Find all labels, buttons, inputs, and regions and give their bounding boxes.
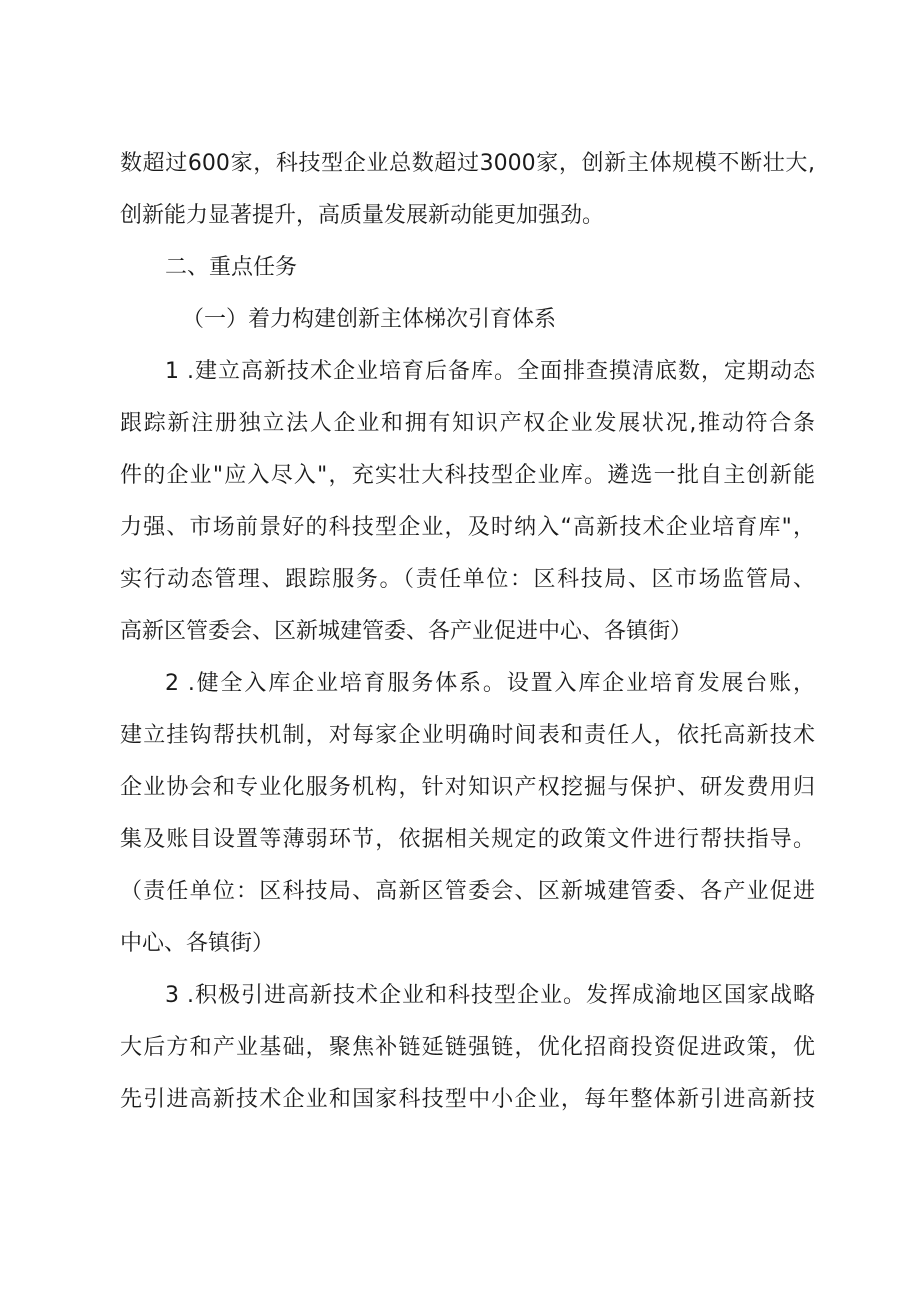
paragraph-line: 实行动态管理、跟踪服务。（责任单位：区科技局、区市场监管局、 bbox=[120, 567, 815, 592]
paragraph-line: 高新区管委会、区新城建管委、各产业促进中心、各镇街） bbox=[120, 619, 693, 644]
paragraph-line: 先引进高新技术企业和国家科技型中小企业，每年整体新引进高新技 bbox=[120, 1087, 815, 1112]
paragraph-line: 集及账目设置等薄弱环节，依据相关规定的政策文件进行帮扶指导。 bbox=[120, 827, 815, 852]
section-heading: 二、重点任务 bbox=[165, 255, 298, 280]
paragraph-line: 件的企业"应入尽入"，充实壮大科技型企业库。遴选一批自主创新能 bbox=[120, 463, 815, 488]
item-heading-line: 2 .健全入库企业培育服务体系。设置入库企业培育发展台账， bbox=[165, 671, 815, 696]
paragraph-line: 创新能力显著提升，高质量发展新动能更加强劲。 bbox=[120, 203, 605, 228]
paragraph-line: （责任单位：区科技局、高新区管委会、区新城建管委、各产业促进 bbox=[120, 879, 815, 904]
item-heading-line: 1 .建立高新技术企业培育后备库。全面排查摸清底数，定期动态 bbox=[165, 359, 815, 384]
paragraph-line: 建立挂钩帮扶机制，对每家企业明确时间表和责任人，依托高新技术 bbox=[120, 723, 815, 748]
subsection-heading: （一）着力构建创新主体梯次引育体系 bbox=[182, 307, 557, 332]
paragraph-line: 中心、各镇街） bbox=[120, 931, 275, 956]
paragraph-line: 力强、市场前景好的科技型企业，及时纳入“高新技术企业培育库"， bbox=[120, 515, 815, 540]
paragraph-line: 跟踪新注册独立法人企业和拥有知识产权企业发展状况,推动符合条 bbox=[120, 411, 815, 436]
paragraph-line: 企业协会和专业化服务机构，针对知识产权挖掘与保护、研发费用归 bbox=[120, 775, 815, 800]
paragraph-line: 大后方和产业基础，聚焦补链延链强链，优化招商投资促进政策，优 bbox=[120, 1035, 815, 1060]
item-heading-line: 3 .积极引进高新技术企业和科技型企业。发挥成渝地区国家战略 bbox=[165, 983, 815, 1008]
paragraph-line: 数超过600家，科技型企业总数超过3000家，创新主体规模不断壮大, bbox=[120, 151, 815, 176]
document-body bbox=[120, 138, 815, 1126]
